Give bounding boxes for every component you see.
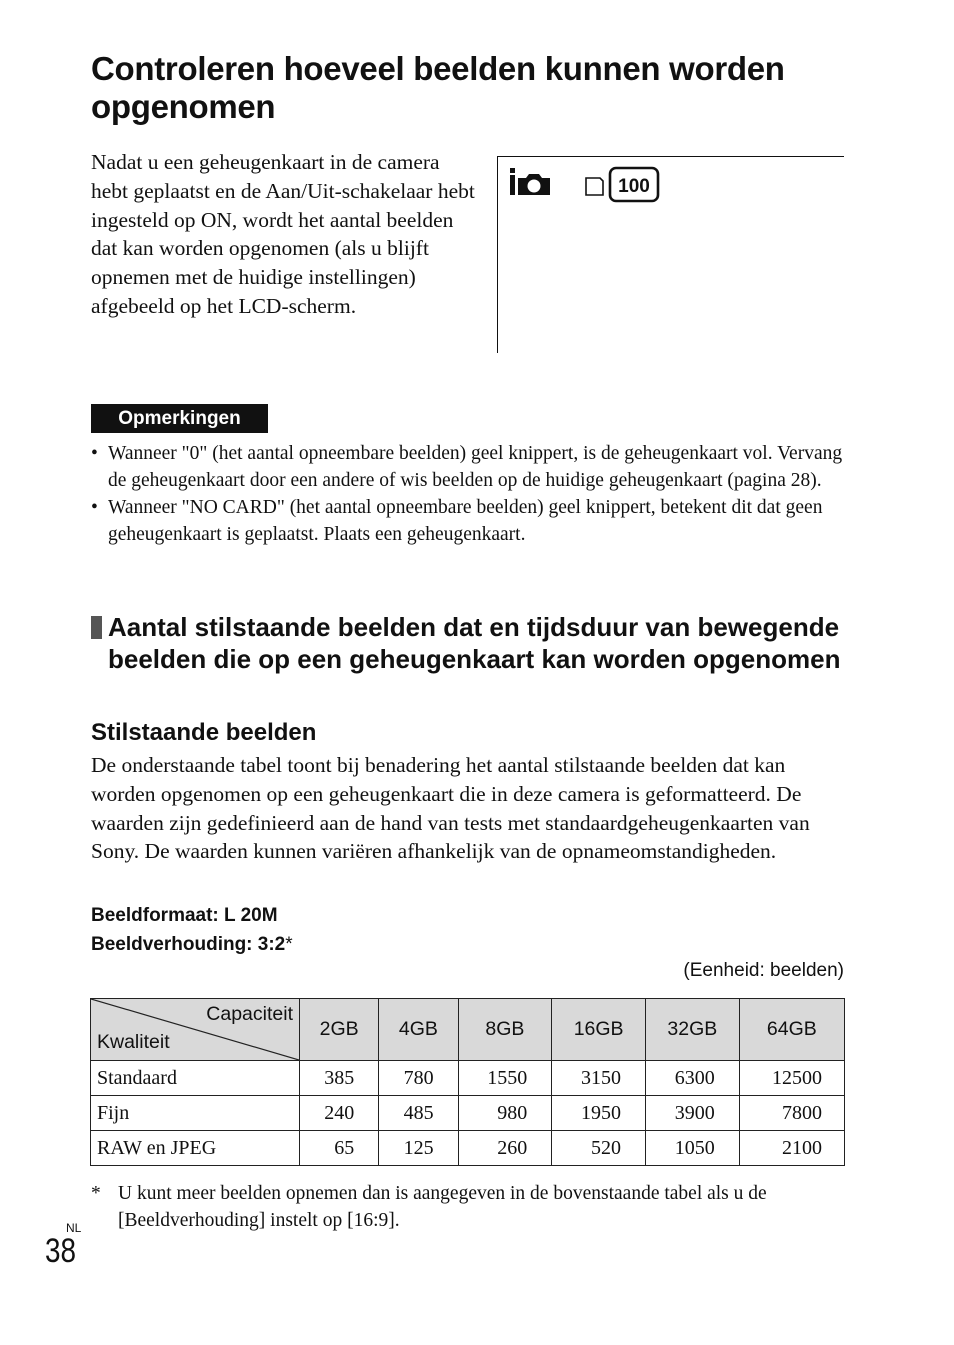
page-number: 38 [45,1232,77,1270]
value-cell: 2100 [739,1131,844,1166]
quality-cell: RAW en JPEG [91,1131,300,1166]
value-cell: 1050 [646,1131,740,1166]
corner-header-cell [91,999,300,1061]
value-cell: 7800 [739,1096,844,1131]
quality-cell: Fijn [91,1096,300,1131]
quality-cell: Standaard [91,1061,300,1096]
intelligent-auto-camera-icon [510,168,550,195]
section-marker-icon [91,616,102,639]
value-cell: 485 [379,1096,458,1131]
value-cell: 3900 [646,1096,740,1131]
image-size-spec: Beeldformaat: L 20M [91,905,278,926]
section-heading [91,611,851,675]
capacity-table [90,998,845,1166]
unit-label: (Eenheid: beelden) [683,960,844,981]
column-header: 8GB [458,999,552,1061]
note-text: Wanneer "NO CARD" (het aantal opneembare beelden) geel knippert, betekent dit dat geen geheugenkaart is geplaatst. Plaats een geheugenkaart. [108,497,823,545]
value-cell: 1550 [458,1061,552,1096]
value-cell: 3150 [552,1061,646,1096]
value-cell: 1950 [552,1096,646,1131]
quality-label: Kwaliteit [97,1031,170,1053]
value-cell: 260 [458,1131,552,1166]
capacity-label: Capaciteit [206,1003,293,1025]
table-header-row [91,999,845,1061]
aspect-ratio-spec [91,934,293,956]
list-item [91,494,851,548]
body-paragraph: De onderstaande tabel toont bij benadering het aantal stilstaande beelden dat kan worden opgenomen op een geheugenkaart die in deze camera is geformatteerd. De waarden zijn gedefinieerd aan de hand van tests met standaardgeheugenkaarten van Sony. De waarden kunnen variëren afhankelijk van de opnameomstandigheden. [91,753,810,864]
column-header: 2GB [300,999,379,1061]
remaining-shots-count: 100 [618,176,650,197]
table-row [91,1096,845,1131]
value-cell: 980 [458,1096,552,1131]
language-code: NL [66,1221,82,1235]
section-heading-text: Aantal stilstaande beelden dat en tijdsduur van bewegende beelden die op een geheugenkaart kan worden opgenomen [108,612,841,674]
notes-list [91,440,851,548]
table-row [91,1131,845,1166]
list-item [91,440,851,494]
page-title: Controleren hoeveel beelden kunnen worden opgenomen [91,50,785,125]
value-cell: 6300 [646,1061,740,1096]
lcd-icons [508,165,668,213]
aspect-ratio-text: Beeldverhouding: 3:2 [91,934,286,955]
footnote-marker: * [91,1183,101,1204]
intro-paragraph: Nadat u een geheugenkaart in de camera hebt geplaatst en de Aan/Uit-schakelaar hebt ingesteld op ON, wordt het aantal beelden dat kan worden opgenomen (als u blijft opnemen met de huidige instellingen) afgebeeld op het LCD-scherm. [91,150,475,318]
value-cell: 240 [300,1096,379,1131]
footnote-text: U kunt meer beelden opnemen dan is aangegeven in de bovenstaande tabel als u de [Beeldverhouding] instelt op [16:9]. [118,1183,767,1231]
footnote [91,1180,851,1234]
table-row [91,1061,845,1096]
column-header: 32GB [646,999,740,1061]
notes-label: Opmerkingen [91,404,268,433]
value-cell: 125 [379,1131,458,1166]
value-cell: 780 [379,1061,458,1096]
sub-heading: Stilstaande beelden [91,719,317,746]
value-cell: 65 [300,1131,379,1166]
note-text: Wanneer "0" (het aantal opneembare beelden) geel knippert, is de geheugenkaart vol. Vervang de geheugenkaart door een andere of wis beelden op de huidige geheugenkaart (pagina 28). [108,443,843,491]
value-cell: 12500 [739,1061,844,1096]
footnote-marker: * [285,934,293,955]
bullet: • [91,497,98,518]
lcd-screen-illustration [497,156,844,353]
bullet: • [91,443,98,464]
value-cell: 520 [552,1131,646,1166]
column-header: 16GB [552,999,646,1061]
value-cell: 385 [300,1061,379,1096]
column-header: 4GB [379,999,458,1061]
column-header: 64GB [739,999,844,1061]
